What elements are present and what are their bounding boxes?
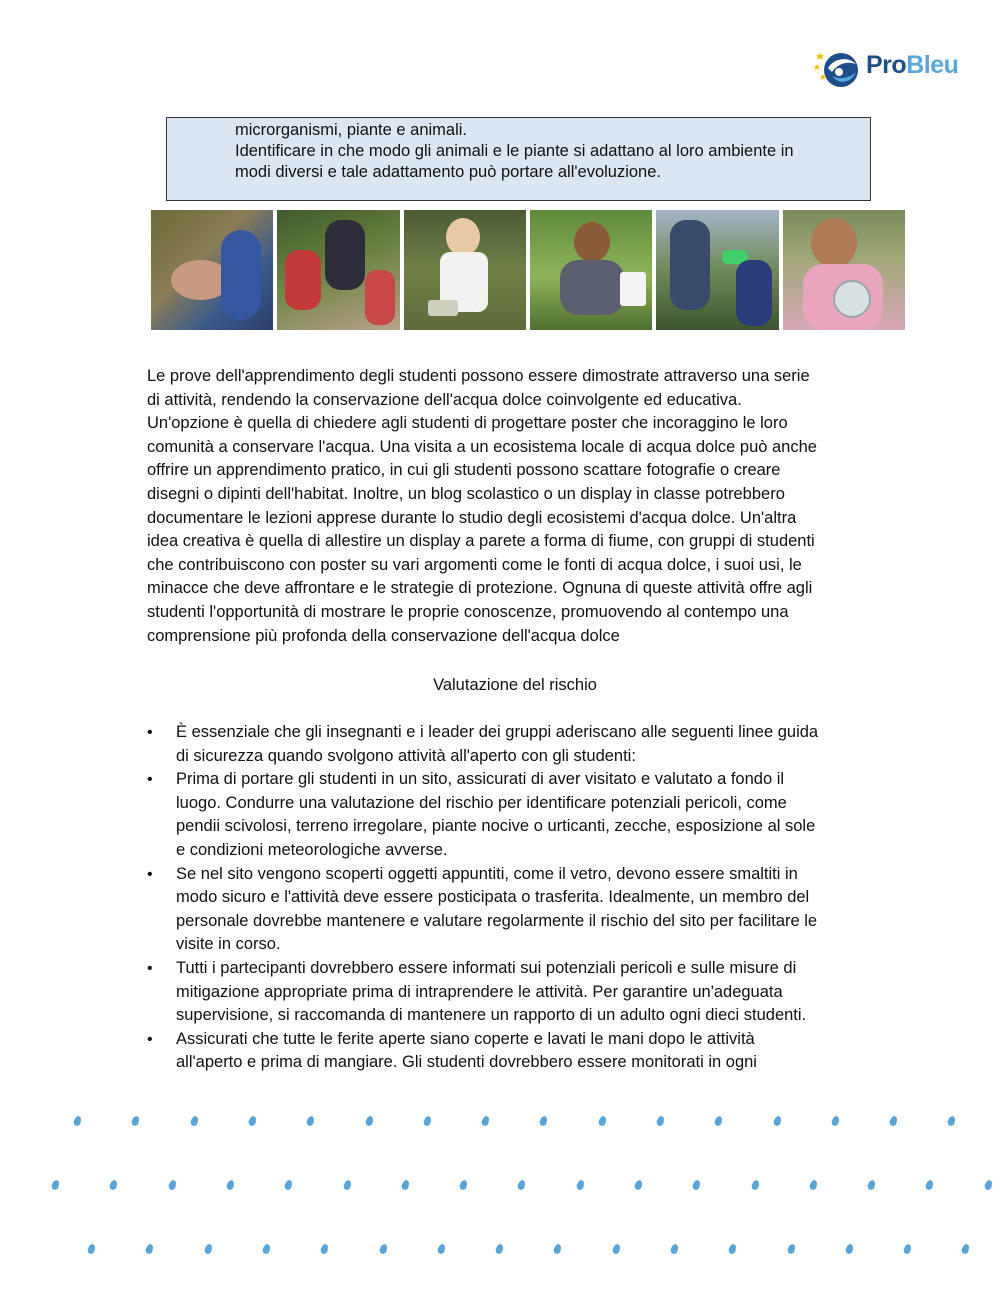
paragraph-line: che contribuiscono con poster su vari argomenti come le fonti di acqua dolce, i suoi usi, le [147,555,802,574]
water-drop-icon [553,1243,563,1255]
bullet-line: È essenziale che gli insegnanti e i leader dei gruppi aderiscano alle seguenti linee guida [176,723,819,741]
water-drop-icon [845,1243,855,1255]
bullet-line: supervisione, si raccomanda di mantenere un rapporto di un adulto ogni dieci studenti. [176,1006,807,1025]
water-drop-icon [634,1179,644,1191]
risk-assessment-heading: Valutazione del rischio [433,676,597,694]
water-drop-icon [109,1179,119,1191]
water-drop-icon [459,1179,469,1191]
photo-strip [151,210,905,330]
paragraph-line: disegni o dipinti dell'habitat. Inoltre, un blog scolastico o un display in classe potrebbero [147,484,785,503]
bullet-line: e condizioni meteorologiche avverse. [176,840,448,859]
bullet-dot: • [147,724,153,741]
water-drop-icon [481,1115,491,1127]
bullet-dot: • [147,959,153,977]
paragraph-line: Un'opzione è quella di chiedere agli studenti di progettare poster che incoraggino le loro [147,414,788,433]
water-drop-icon [787,1243,797,1255]
water-drop-icon [226,1179,236,1191]
water-drop-icon [87,1243,97,1255]
water-drop-icon [168,1179,178,1191]
water-drop-icon [437,1243,447,1255]
objective-line: microrganismi, piante e animali. [235,121,468,139]
bullet-line: personale dovrebbe mantenere e valutare regolarmente il rischio del sito per facilitare le [176,911,818,930]
water-drop-icon [190,1115,200,1127]
water-drop-icon [670,1243,680,1255]
water-drop-icon [728,1243,738,1255]
risk-bullet-list [147,721,887,1075]
bullet-dot: • [147,865,153,883]
bullet-line: pendii scivolosi, terreno irregolare, piante nocive o urticanti, zecche, esposizione al sole [176,817,816,836]
logo-text-bleu: Bleu [906,51,959,79]
objective-line: Identificare in che modo gli animali e le piante si adattano al loro ambiente in [235,142,794,160]
objective-line: modi diversi e tale adattamento può portare all'evoluzione. [235,163,661,181]
water-drop-icon [539,1115,549,1127]
water-drop-icon [947,1115,957,1127]
water-drop-icon [343,1179,353,1191]
logo-wordmark [866,51,958,80]
paragraph-line: di attività, rendendo la conservazione dell'acqua dolce coinvolgente ed educativa. [147,390,742,409]
bullet-line: all'aperto e prima di mangiare. Gli studenti dovrebbero essere monitorati in ogni [176,1053,757,1072]
photo-teacher-and-pupils [656,210,778,330]
water-drop-icon [262,1243,272,1255]
water-drop-icon [889,1115,899,1127]
photo-girl-with-jar [783,210,905,330]
probleu-logo [814,46,974,92]
water-drop-icon [598,1115,608,1127]
water-drop-icon [248,1115,258,1127]
bullet-dot: • [147,1030,153,1048]
photo-students-group [277,210,399,330]
bullet-dot: • [147,771,153,789]
list-item [147,721,887,768]
photo-teacher-in-grass [530,210,652,330]
list-item [147,957,887,1028]
water-drop-icon [145,1243,155,1255]
water-drop-icon [925,1179,935,1191]
water-drop-icon [809,1179,819,1191]
water-drop-icon [773,1115,783,1127]
water-drop-icon [306,1115,316,1127]
bullet-line: Se nel sito vengono scoperti oggetti appuntiti, come il vetro, devono essere smaltiti in [176,864,798,883]
list-item [147,1028,887,1075]
water-drop-icon [692,1179,702,1191]
bullet-line: visite in corso. [176,935,281,954]
paragraph-line: Le prove dell'apprendimento degli studenti possono essere dimostrate attraverso una serie [147,367,810,385]
water-drop-icon [401,1179,411,1191]
list-item [147,768,887,862]
bullet-line: Prima di portare gli studenti in un sito, assicurati di aver visitato e valutato a fondo il [176,770,785,789]
water-drop-icon [903,1243,913,1255]
paragraph-line: comunità a conservare l'acqua. Una visita a un ecosistema locale di acqua dolce può anche [147,437,817,456]
bullet-line: luogo. Condurre una valutazione del rischio per identificare potenziali pericoli, come [176,793,787,812]
photo-boy-with-specimen [404,210,526,330]
bullet-line: mitigazione appropriate prima di intraprendere le attività. Per garantire un'adeguata [176,982,783,1001]
water-drop-icon [612,1243,622,1255]
water-drop-icon [751,1179,761,1191]
water-drop-icon [495,1243,505,1255]
water-drop-icon [517,1179,527,1191]
water-drop-icon [423,1115,433,1127]
paragraph-line: documentare le lezioni apprese durante lo studio degli ecosistemi d'acqua dolce. Un'altra [147,508,797,527]
intro-paragraph [147,365,887,648]
water-drop-icon [73,1115,83,1127]
paragraph-line: offrire un apprendimento pratico, in cui gli studenti possono scattare fotografie o creare [147,461,781,480]
paragraph-line: minacce che deve affrontare e le strategie di protezione. Ognuna di queste attività offre agli [147,579,813,598]
water-drop-icon [284,1179,294,1191]
paragraph-line: idea creativa è quella di allestire un display a parete a forma di fiume, con gruppi di studenti [147,532,815,551]
water-drop-icon [204,1243,214,1255]
water-drop-icon [365,1115,375,1127]
probleu-emblem-icon [814,46,862,92]
bullet-line: di sicurezza quando svolgono attività all'aperto con gli studenti: [176,746,636,765]
bullet-line: modo sicuro e l'attività deve essere posticipata o trasferita. Idealmente, un membro del [176,888,810,907]
water-drop-icon [867,1179,877,1191]
water-drop-icon [714,1115,724,1127]
water-drop-icon [831,1115,841,1127]
water-drop-icon [984,1179,994,1191]
water-drop-icon [656,1115,666,1127]
bullet-line: Tutti i partecipanti dovrebbero essere informati sui potenziali pericoli e sulle misure di [176,958,797,977]
bullet-line: Assicurati che tutte le ferite aperte siano coperte e lavati le mani dopo le attività [176,1029,755,1048]
water-drop-icon [320,1243,330,1255]
paragraph-line: studenti l'opportunità di mostrare le proprie conoscenze, promuovendo al contempo una [147,602,789,621]
water-drop-icon [379,1243,389,1255]
paragraph-line: comprensione più profonda della conservazione dell'acqua dolce [147,626,620,645]
water-drop-icon [576,1179,586,1191]
water-drop-icon [961,1243,971,1255]
learning-objectives-box [166,117,871,201]
logo-text-pro: Pro [866,51,907,79]
photo-hands-holding-creature [151,210,273,330]
water-drop-icon [51,1179,61,1191]
list-item [147,863,887,957]
water-drop-icon [131,1115,141,1127]
water-drop-pattern [0,1100,1000,1294]
